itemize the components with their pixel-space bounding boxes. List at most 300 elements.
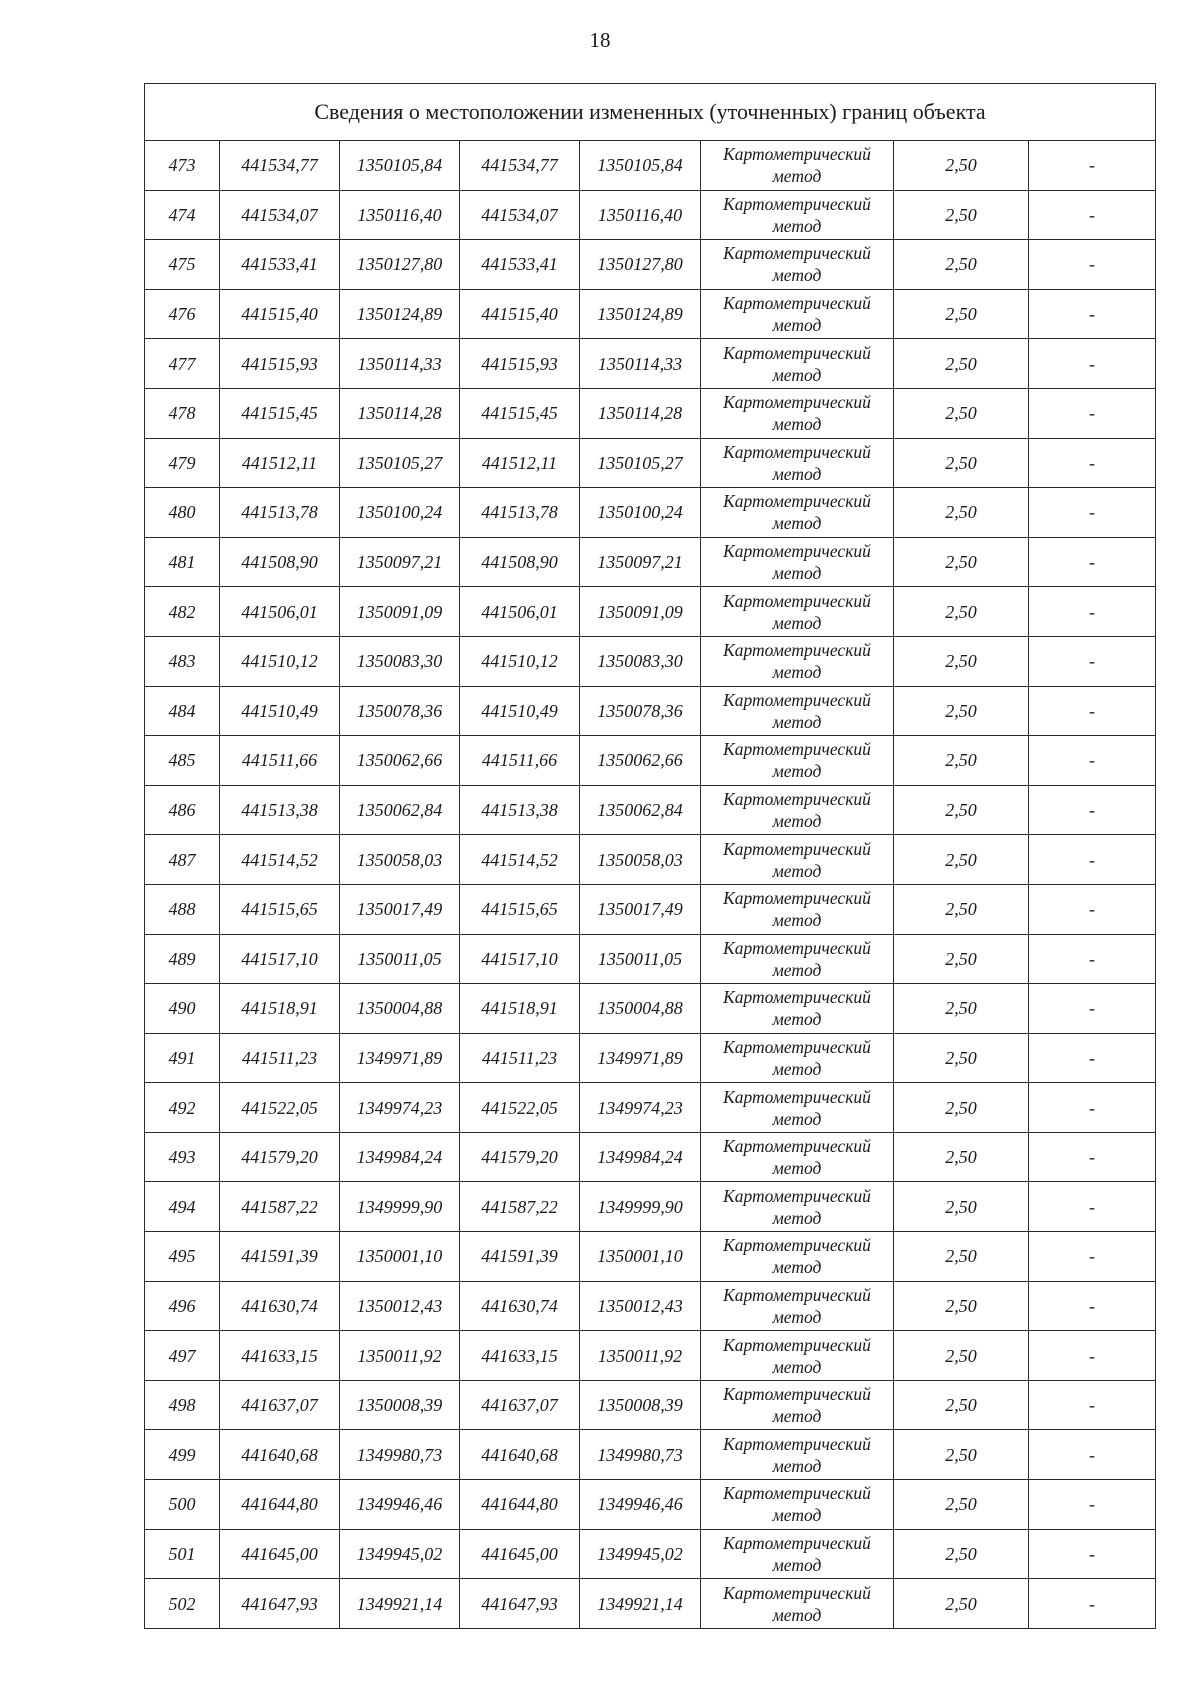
cell-x-refined: 441647,93 [460,1579,580,1629]
cell-note: - [1029,587,1156,637]
cell-x-existing: 441647,93 [220,1579,340,1629]
cell-y-refined: 1349971,89 [580,1033,701,1083]
cell-y-existing: 1350116,40 [340,190,460,240]
cell-method [701,438,894,488]
cell-accuracy: 2,50 [894,141,1029,191]
cell-method [701,289,894,339]
cell-accuracy: 2,50 [894,1132,1029,1182]
cell-note: - [1029,1182,1156,1232]
method-text-line-2: метод [772,860,822,881]
cell-x-refined: 441644,80 [460,1480,580,1530]
cell-method [701,488,894,538]
method-text-line-1: Картометрический [723,739,871,760]
table-row [145,686,1156,736]
table-row [145,1529,1156,1579]
cell-y-refined: 1350078,36 [580,686,701,736]
cell-accuracy: 2,50 [894,1232,1029,1282]
cell-point-number: 478 [145,388,220,438]
cell-x-existing: 441534,77 [220,141,340,191]
cell-y-refined: 1350091,09 [580,587,701,637]
method-text-line-2: метод [772,166,822,187]
cell-y-existing: 1350105,27 [340,438,460,488]
cell-method [701,984,894,1034]
cell-note: - [1029,1281,1156,1331]
cell-point-number: 482 [145,587,220,637]
method-text-line-1: Картометрический [723,1086,871,1107]
method-text-line-1: Картометрический [723,541,871,562]
cell-point-number: 479 [145,438,220,488]
cell-x-refined: 441518,91 [460,984,580,1034]
cell-point-number: 476 [145,289,220,339]
cell-y-existing: 1350114,33 [340,339,460,389]
cell-method [701,686,894,736]
method-text-line-2: метод [772,612,822,633]
cell-method [701,1529,894,1579]
cell-y-existing: 1350001,10 [340,1232,460,1282]
table-body [145,84,1156,1629]
cell-y-refined: 1350100,24 [580,488,701,538]
cell-x-existing: 441511,23 [220,1033,340,1083]
method-text-line-1: Картометрический [723,1582,871,1603]
cell-x-refined: 441579,20 [460,1132,580,1182]
cell-point-number: 475 [145,240,220,290]
cell-y-existing: 1349945,02 [340,1529,460,1579]
cell-point-number: 492 [145,1083,220,1133]
cell-y-existing: 1350078,36 [340,686,460,736]
method-text-line-2: метод [772,1158,822,1179]
method-text-line-2: метод [772,513,822,534]
cell-y-existing: 1350100,24 [340,488,460,538]
method-text-line-2: метод [772,463,822,484]
cell-accuracy: 2,50 [894,1579,1029,1629]
cell-y-refined: 1349945,02 [580,1529,701,1579]
cell-point-number: 480 [145,488,220,538]
cell-method [701,1480,894,1530]
method-text-line-1: Картометрический [723,1284,871,1305]
cell-x-existing: 441533,41 [220,240,340,290]
cell-note: - [1029,190,1156,240]
cell-point-number: 494 [145,1182,220,1232]
cell-x-existing: 441513,38 [220,785,340,835]
cell-method [701,785,894,835]
table-row [145,438,1156,488]
cell-x-refined: 441534,07 [460,190,580,240]
cell-y-refined: 1350083,30 [580,636,701,686]
cell-y-existing: 1350058,03 [340,835,460,885]
cell-x-refined: 441515,93 [460,339,580,389]
table-row [145,934,1156,984]
table-row [145,240,1156,290]
cell-x-refined: 441510,49 [460,686,580,736]
cell-accuracy: 2,50 [894,984,1029,1034]
cell-y-refined: 1349921,14 [580,1579,701,1629]
cell-x-existing: 441515,93 [220,339,340,389]
cell-note: - [1029,835,1156,885]
cell-method [701,1182,894,1232]
method-text-line-2: метод [772,215,822,236]
cell-y-refined: 1350097,21 [580,537,701,587]
cell-note: - [1029,537,1156,587]
cell-x-refined: 441587,22 [460,1182,580,1232]
cell-accuracy: 2,50 [894,1529,1029,1579]
cell-point-number: 484 [145,686,220,736]
cell-y-refined: 1350004,88 [580,984,701,1034]
cell-note: - [1029,1132,1156,1182]
cell-y-refined: 1350058,03 [580,835,701,885]
cell-note: - [1029,736,1156,786]
method-text-line-1: Картометрический [723,243,871,264]
cell-y-refined: 1350127,80 [580,240,701,290]
table-row [145,190,1156,240]
cell-x-existing: 441512,11 [220,438,340,488]
method-text-line-1: Картометрический [723,1136,871,1157]
cell-x-existing: 441506,01 [220,587,340,637]
method-text-line-2: метод [772,1356,822,1377]
cell-note: - [1029,785,1156,835]
method-text-line-2: метод [772,662,822,683]
table-row [145,1480,1156,1530]
cell-note: - [1029,1380,1156,1430]
cell-point-number: 487 [145,835,220,885]
cell-accuracy: 2,50 [894,1182,1029,1232]
cell-method [701,339,894,389]
cell-point-number: 498 [145,1380,220,1430]
method-text-line-1: Картометрический [723,1334,871,1355]
cell-point-number: 474 [145,190,220,240]
method-text-line-2: метод [772,1406,822,1427]
cell-accuracy: 2,50 [894,587,1029,637]
method-text-line-2: метод [772,1207,822,1228]
cell-note: - [1029,438,1156,488]
cell-y-existing: 1350017,49 [340,884,460,934]
cell-accuracy: 2,50 [894,1480,1029,1530]
cell-y-existing: 1349971,89 [340,1033,460,1083]
cell-method [701,141,894,191]
cell-y-refined: 1350011,05 [580,934,701,984]
cell-y-existing: 1350062,66 [340,736,460,786]
cell-note: - [1029,686,1156,736]
cell-y-refined: 1349974,23 [580,1083,701,1133]
boundary-coordinates-table [144,83,1156,1629]
cell-y-existing: 1350011,92 [340,1331,460,1381]
cell-accuracy: 2,50 [894,438,1029,488]
method-text-line-1: Картометрический [723,640,871,661]
cell-y-existing: 1350105,84 [340,141,460,191]
cell-x-existing: 441633,15 [220,1331,340,1381]
cell-point-number: 485 [145,736,220,786]
cell-method [701,934,894,984]
method-text-line-2: метод [772,711,822,732]
table-title: Сведения о местоположении измененных (уточненных) границ объекта [145,84,1156,141]
cell-point-number: 473 [145,141,220,191]
method-text-line-2: метод [772,811,822,832]
table-row [145,1232,1156,1282]
cell-method [701,884,894,934]
method-text-line-2: метод [772,1455,822,1476]
method-text-line-1: Картометрический [723,342,871,363]
cell-point-number: 491 [145,1033,220,1083]
cell-accuracy: 2,50 [894,1033,1029,1083]
method-text-line-1: Картометрический [723,789,871,810]
cell-x-refined: 441517,10 [460,934,580,984]
cell-y-existing: 1350127,80 [340,240,460,290]
cell-accuracy: 2,50 [894,388,1029,438]
method-text-line-1: Картометрический [723,590,871,611]
cell-x-existing: 441518,91 [220,984,340,1034]
cell-note: - [1029,141,1156,191]
cell-point-number: 483 [145,636,220,686]
method-text-line-2: метод [772,315,822,336]
cell-x-existing: 441645,00 [220,1529,340,1579]
cell-y-existing: 1349946,46 [340,1480,460,1530]
cell-method [701,736,894,786]
cell-method [701,1331,894,1381]
method-text-line-1: Картометрический [723,987,871,1008]
cell-y-existing: 1350097,21 [340,537,460,587]
table-row [145,1083,1156,1133]
cell-y-existing: 1350062,84 [340,785,460,835]
cell-x-existing: 441508,90 [220,537,340,587]
cell-point-number: 502 [145,1579,220,1629]
method-text-line-2: метод [772,1009,822,1030]
method-text-line-2: метод [772,1554,822,1575]
cell-y-existing: 1350004,88 [340,984,460,1034]
table-row [145,1430,1156,1480]
cell-accuracy: 2,50 [894,686,1029,736]
cell-y-refined: 1350114,28 [580,388,701,438]
method-text-line-1: Картометрический [723,144,871,165]
cell-point-number: 496 [145,1281,220,1331]
cell-point-number: 481 [145,537,220,587]
table-row [145,835,1156,885]
cell-accuracy: 2,50 [894,240,1029,290]
cell-x-existing: 441515,45 [220,388,340,438]
cell-method [701,1281,894,1331]
cell-y-refined: 1350105,27 [580,438,701,488]
cell-x-refined: 441515,40 [460,289,580,339]
table-row [145,1579,1156,1629]
cell-accuracy: 2,50 [894,537,1029,587]
table-row [145,884,1156,934]
table-row [145,1380,1156,1430]
method-text-line-2: метод [772,1306,822,1327]
cell-note: - [1029,884,1156,934]
cell-x-existing: 441515,40 [220,289,340,339]
method-text-line-1: Картометрический [723,1433,871,1454]
cell-x-existing: 441644,80 [220,1480,340,1530]
page-number: 18 [589,28,611,52]
cell-note: - [1029,1579,1156,1629]
cell-note: - [1029,1033,1156,1083]
cell-note: - [1029,1083,1156,1133]
cell-accuracy: 2,50 [894,636,1029,686]
cell-point-number: 490 [145,984,220,1034]
cell-x-refined: 441630,74 [460,1281,580,1331]
cell-y-existing: 1350083,30 [340,636,460,686]
method-text-line-1: Картометрический [723,689,871,710]
cell-note: - [1029,1529,1156,1579]
cell-x-refined: 441506,01 [460,587,580,637]
cell-x-existing: 441510,12 [220,636,340,686]
cell-x-existing: 441515,65 [220,884,340,934]
cell-method [701,537,894,587]
method-text-line-1: Картометрический [723,1185,871,1206]
table-row [145,1281,1156,1331]
table-title-row [145,84,1156,141]
cell-note: - [1029,289,1156,339]
method-text-line-2: метод [772,959,822,980]
cell-note: - [1029,339,1156,389]
method-text-line-1: Картометрический [723,392,871,413]
cell-y-existing: 1350124,89 [340,289,460,339]
table-row [145,785,1156,835]
cell-x-refined: 441522,05 [460,1083,580,1133]
cell-method [701,1083,894,1133]
cell-y-refined: 1349946,46 [580,1480,701,1530]
cell-x-refined: 441533,41 [460,240,580,290]
method-text-line-2: метод [772,1257,822,1278]
method-text-line-1: Картометрический [723,491,871,512]
method-text-line-2: метод [772,761,822,782]
cell-accuracy: 2,50 [894,884,1029,934]
cell-x-existing: 441591,39 [220,1232,340,1282]
cell-y-refined: 1350114,33 [580,339,701,389]
cell-point-number: 477 [145,339,220,389]
cell-note: - [1029,1232,1156,1282]
cell-x-existing: 441513,78 [220,488,340,538]
cell-y-refined: 1350012,43 [580,1281,701,1331]
cell-method [701,587,894,637]
cell-x-existing: 441522,05 [220,1083,340,1133]
cell-x-existing: 441511,66 [220,736,340,786]
cell-accuracy: 2,50 [894,736,1029,786]
cell-y-refined: 1350062,84 [580,785,701,835]
table-row [145,339,1156,389]
cell-point-number: 499 [145,1430,220,1480]
cell-point-number: 488 [145,884,220,934]
cell-x-refined: 441534,77 [460,141,580,191]
cell-accuracy: 2,50 [894,1331,1029,1381]
method-text-line-1: Картометрический [723,1036,871,1057]
cell-x-existing: 441510,49 [220,686,340,736]
table-row [145,1331,1156,1381]
cell-accuracy: 2,50 [894,289,1029,339]
cell-method [701,240,894,290]
cell-accuracy: 2,50 [894,934,1029,984]
method-text-line-1: Картометрический [723,888,871,909]
cell-y-existing: 1350091,09 [340,587,460,637]
cell-accuracy: 2,50 [894,190,1029,240]
cell-y-refined: 1350062,66 [580,736,701,786]
cell-y-existing: 1349921,14 [340,1579,460,1629]
cell-x-existing: 441637,07 [220,1380,340,1430]
cell-x-refined: 441640,68 [460,1430,580,1480]
cell-point-number: 500 [145,1480,220,1530]
cell-y-existing: 1350012,43 [340,1281,460,1331]
cell-y-refined: 1349980,73 [580,1430,701,1480]
cell-method [701,835,894,885]
cell-x-refined: 441510,12 [460,636,580,686]
table-row [145,537,1156,587]
table-row [145,488,1156,538]
table-row [145,587,1156,637]
method-text-line-2: метод [772,910,822,931]
cell-y-refined: 1350017,49 [580,884,701,934]
cell-accuracy: 2,50 [894,488,1029,538]
cell-x-existing: 441587,22 [220,1182,340,1232]
cell-accuracy: 2,50 [894,1430,1029,1480]
method-text-line-1: Картометрический [723,1235,871,1256]
cell-method [701,1232,894,1282]
method-text-line-1: Картометрический [723,293,871,314]
cell-x-existing: 441640,68 [220,1430,340,1480]
cell-x-refined: 441515,65 [460,884,580,934]
cell-method [701,1380,894,1430]
table-row [145,388,1156,438]
cell-point-number: 495 [145,1232,220,1282]
method-text-line-1: Картометрический [723,193,871,214]
table-row [145,636,1156,686]
cell-x-refined: 441513,38 [460,785,580,835]
cell-point-number: 501 [145,1529,220,1579]
cell-note: - [1029,984,1156,1034]
cell-y-existing: 1350011,05 [340,934,460,984]
method-text-line-1: Картометрический [723,838,871,859]
cell-x-existing: 441630,74 [220,1281,340,1331]
cell-point-number: 489 [145,934,220,984]
table-row [145,289,1156,339]
method-text-line-2: метод [772,1505,822,1526]
table-row [145,1033,1156,1083]
cell-method [701,636,894,686]
cell-accuracy: 2,50 [894,1083,1029,1133]
table-row [145,736,1156,786]
cell-method [701,190,894,240]
cell-y-existing: 1350008,39 [340,1380,460,1430]
cell-note: - [1029,1331,1156,1381]
cell-y-existing: 1350114,28 [340,388,460,438]
cell-accuracy: 2,50 [894,785,1029,835]
cell-method [701,1430,894,1480]
cell-x-refined: 441511,66 [460,736,580,786]
method-text-line-2: метод [772,265,822,286]
cell-point-number: 493 [145,1132,220,1182]
cell-x-existing: 441514,52 [220,835,340,885]
cell-x-refined: 441633,15 [460,1331,580,1381]
cell-x-refined: 441515,45 [460,388,580,438]
cell-method [701,1579,894,1629]
cell-y-refined: 1350008,39 [580,1380,701,1430]
cell-note: - [1029,240,1156,290]
method-text-line-2: метод [772,1058,822,1079]
method-text-line-1: Картометрический [723,1532,871,1553]
cell-note: - [1029,1480,1156,1530]
cell-y-refined: 1350001,10 [580,1232,701,1282]
method-text-line-2: метод [772,1108,822,1129]
cell-accuracy: 2,50 [894,1281,1029,1331]
cell-note: - [1029,636,1156,686]
cell-x-existing: 441579,20 [220,1132,340,1182]
cell-y-existing: 1349974,23 [340,1083,460,1133]
table-row [145,984,1156,1034]
cell-note: - [1029,934,1156,984]
cell-accuracy: 2,50 [894,339,1029,389]
cell-method [701,1033,894,1083]
method-text-line-1: Картометрический [723,441,871,462]
cell-y-existing: 1349999,90 [340,1182,460,1232]
cell-accuracy: 2,50 [894,835,1029,885]
cell-x-refined: 441511,23 [460,1033,580,1083]
